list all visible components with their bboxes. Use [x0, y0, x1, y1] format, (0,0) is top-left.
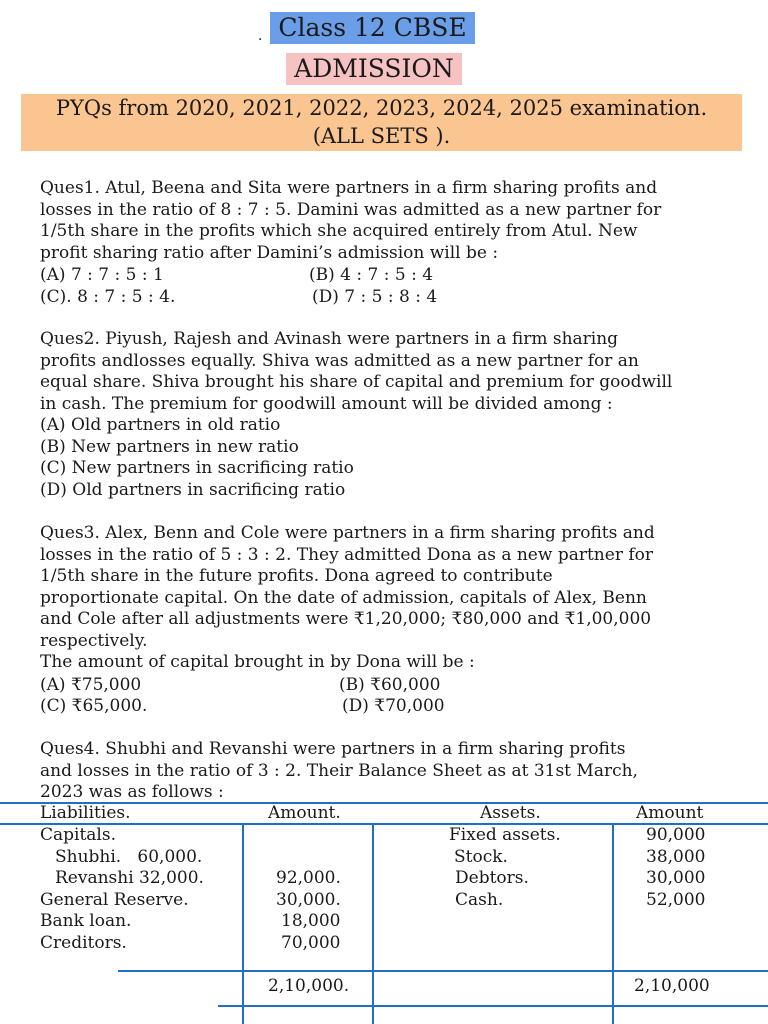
amount-capitals: 92,000. — [276, 868, 341, 888]
table-total-top-rule — [118, 970, 768, 972]
liability-capitals: Capitals. — [40, 825, 116, 845]
table-divider — [242, 823, 244, 1024]
title-class-12-cbse: Class 12 CBSE — [270, 12, 475, 44]
liability-revanshi: Revanshi 32,000. — [55, 868, 204, 888]
asset-stock: Stock. — [454, 847, 508, 867]
q2-option-b: (B) New partners in new ratio — [40, 436, 299, 457]
q3-line: losses in the ratio of 5 : 3 : 2. They admitted Dona as a new partner for — [40, 544, 653, 565]
asset-debtors: Debtors. — [455, 868, 529, 888]
liability-bank-loan: Bank loan. — [40, 911, 132, 931]
q3-line: 1/5th share in the future profits. Dona agreed to contribute — [40, 566, 553, 586]
q4-line: 2023 was as follows : — [40, 782, 224, 802]
question-3 — [40, 523, 740, 674]
q1-option-c: (C). 8 : 7 : 5 : 4. — [40, 287, 176, 307]
banner-line-2: (ALL SETS ). — [312, 124, 451, 148]
q1-option-d: (D) 7 : 5 : 8 : 4 — [312, 287, 438, 307]
q4-line: and losses in the ratio of 3 : 2. Their Balance Sheet as at 31st March, — [40, 760, 638, 781]
amount-bank-loan: 18,000 — [281, 911, 341, 931]
amount-debtors: 30,000 — [646, 868, 706, 888]
header-liabilities: Liabilities. — [40, 803, 131, 823]
q3-line: proportionate capital. On the date of admission, capitals of Alex, Benn — [40, 587, 647, 608]
title-admission: ADMISSION — [286, 53, 462, 85]
q3-option-a: (A) ₹75,000 — [40, 675, 142, 695]
amount-general-reserve: 30,000. — [276, 890, 341, 910]
header-assets: Assets. — [480, 803, 541, 823]
q1-option-a: (A) 7 : 7 : 5 : 1 — [40, 265, 164, 285]
liability-creditors: Creditors. — [40, 933, 127, 953]
table-divider — [612, 823, 614, 1024]
q3-option-d: (D) ₹70,000 — [342, 696, 445, 716]
q1-option-b: (B) 4 : 7 : 5 : 4 — [309, 265, 434, 285]
question-2 — [40, 329, 740, 501]
q3-option-c: (C) ₹65,000. — [40, 696, 148, 716]
question-1 — [40, 178, 740, 264]
amount-cash: 52,000 — [646, 890, 706, 910]
amount-fixed-assets: 90,000 — [646, 825, 706, 845]
q3-line: The amount of capital brought in by Dona will be : — [40, 652, 475, 672]
liability-shubhi: Shubhi. 60,000. — [55, 847, 203, 867]
q3-line: and Cole after all adjustments were ₹1,20,000; ₹80,000 and ₹1,00,000 — [40, 609, 652, 629]
q4-line: Ques4. Shubhi and Revanshi were partners in a firm sharing profits — [40, 739, 626, 759]
table-total-bottom-rule — [218, 1005, 768, 1007]
q2-option-d: (D) Old partners in sacrificing ratio — [40, 479, 346, 500]
q2-line: profits andlosses equally. Shiva was admitted as a new partner for an — [40, 350, 639, 371]
amount-stock: 38,000 — [646, 847, 706, 867]
asset-cash: Cash. — [455, 890, 504, 910]
q2-option-c: (C) New partners in sacrificing ratio — [40, 458, 354, 478]
header-amount: Amount. — [268, 803, 341, 823]
stray-dot: . — [258, 28, 263, 44]
q1-line: losses in the ratio of 8 : 7 : 5. Damini was admitted as a new partner for — [40, 199, 662, 220]
q2-line: Ques2. Piyush, Rajesh and Avinash were partners in a firm sharing — [40, 329, 619, 349]
q2-line: in cash. The premium for goodwill amount will be divided among : — [40, 393, 613, 414]
q3-line: Ques3. Alex, Benn and Cole were partners in a firm sharing profits and — [40, 523, 655, 543]
q3-line: respectively. — [40, 630, 148, 651]
liability-general-reserve: General Reserve. — [40, 890, 189, 910]
pyq-banner — [21, 94, 742, 151]
header-amount-assets: Amount — [636, 803, 704, 823]
question-4 — [40, 739, 740, 804]
q2-line: equal share. Shiva brought his share of capital and premium for goodwill — [40, 372, 673, 392]
total-liabilities: 2,10,000. — [268, 976, 350, 996]
amount-creditors: 70,000 — [281, 933, 341, 953]
q1-line: profit sharing ratio after Damini’s admission will be : — [40, 242, 499, 263]
total-assets: 2,10,000 — [634, 976, 710, 996]
q1-line: 1/5th share in the profits which she acquired entirely from Atul. New — [40, 221, 638, 241]
q2-option-a: (A) Old partners in old ratio — [40, 415, 281, 435]
table-divider — [372, 823, 374, 1024]
banner-line-1: PYQs from 2020, 2021, 2022, 2023, 2024, 2025 examination. — [55, 96, 708, 120]
q1-line: Ques1. Atul, Beena and Sita were partners in a firm sharing profits and — [40, 178, 658, 198]
q3-option-b: (B) ₹60,000 — [339, 675, 441, 695]
asset-fixed-assets: Fixed assets. — [449, 825, 561, 845]
